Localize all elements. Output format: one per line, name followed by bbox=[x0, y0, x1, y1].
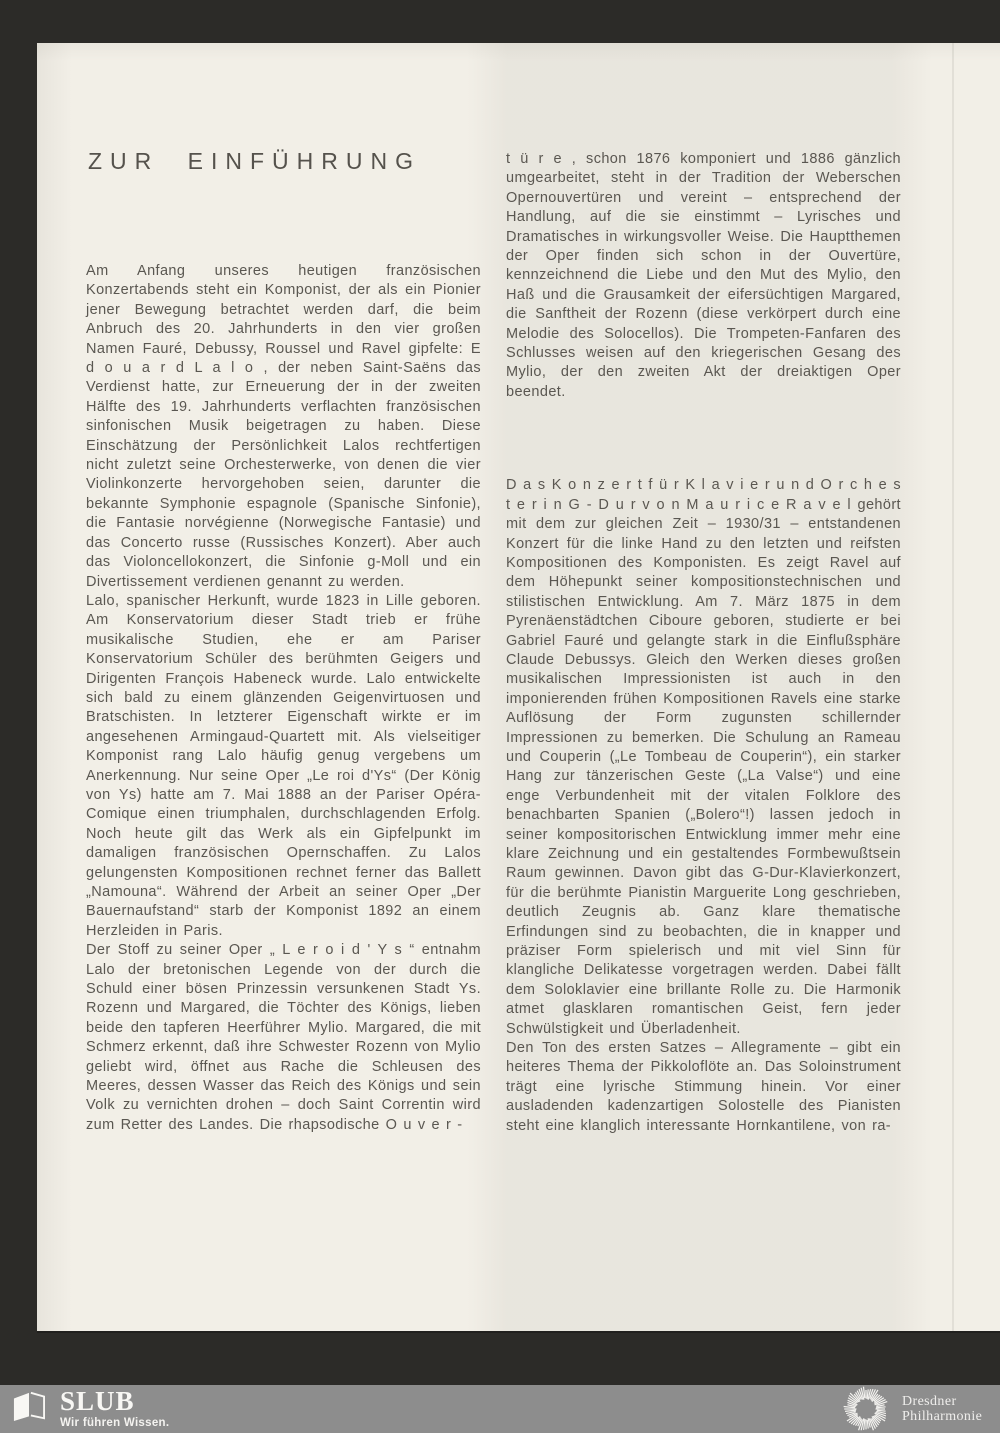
scanned-page bbox=[37, 43, 1000, 1331]
page-fold-line bbox=[952, 43, 954, 1331]
philharmonie-line1: Dresdner bbox=[902, 1393, 957, 1409]
slub-tagline: Wir führen Wissen. bbox=[60, 1417, 170, 1429]
paragraph: D a s K o n z e r t f ü r K l a v i e r u n d O r c h e s t e r i n G - D u r v o n M a u r i c e R a v e l gehört mit dem zur gleichen Zeit – 1930/31 – entstandenen Konzert für die linke Hand zu den letzten und reifsten Kompositionen des Komponisten. Es zeigt Ravel auf dem Höhepunkt seiner kompositionstechnischen und stilistischen Entwicklung. Am 7. März 1875 in dem Pyrenäenstädtchen Ciboure geboren, studierte er bei Gabriel Fauré und gelangte stark in die Einflußsphäre Claude Debussys. Gleich den Werken dieses großen musikalischen Impressionisten ist auch in den imponierenden frühen Kompositionen Ravels eine starke Auflösung der Form zugunsten schillernder Impressionen zu bemerken. Die Schulung an Rameau und Couperin („Le Tombeau de Couperin“), ein starker Hang zur tänzerischen Geste („La Valse“) und eine enge Verbundenheit mit der vitalen Folklore des benachbarten Spanien („Bolero“!) lassen jedoch in seiner kompositorischen Entwicklung immer mehr eine klare Zeichnung und ein gestaltendes Formbewußtsein Raum gewinnen. Davon gibt das G-Dur-Klavierkonzert, für die berühmte Pianistin Marguerite Long geschrieben, deutlich Zeugnis ab. Ganz klare thematische Erfindungen sind zu beobachten, die in knapper und präziser Form spielerisch und mit viel Sinn für klangliche Delikatesse vorgetragen werden. Dabei fällt dem Soloklavier eine brillante Rolle zu. Die Harmonik atmet glasklaren romantischen Geist, fern jeder Schwülstigkeit und Überladenheit. bbox=[506, 477, 901, 1037]
slub-text bbox=[60, 1388, 169, 1429]
page-title: ZUR EINFÜHRUNG bbox=[88, 148, 421, 174]
paragraph: Den Ton des ersten Satzes – Allegramente – gibt ein heiteres Thema der Pikkoloflöte an. Das Soloinstrument trägt eine lyrische Stimmung hinein. Vor einer ausladenden kadenzartigen Solostelle des Pianisten steht eine klanglich interessante Hornkantilene, von ra- bbox=[506, 1040, 901, 1134]
viewer-footer-bar bbox=[0, 1385, 1000, 1433]
slub-name: SLUB bbox=[60, 1386, 135, 1416]
right-column bbox=[506, 150, 901, 1136]
paragraph: t ü r e , schon 1876 komponiert und 1886 gänzlich umgearbeitet, steht in der Tradition der Weberschen Opernouvertüren und vereint – entsprechend der Handlung, auf die sie einstimmt – Lyrisches und Dramatisches in wirkungsvoller Weise. Die Hauptthemen der Oper finden sich schon in der Ouvertüre, kennzeichnend die Liebe und den Mut des Mylio, den Haß und die Grausamkeit der eifersüchtigen Margared, die Sanftheit der Rozenn (diese verkörpert durch eine Melodie des Solocellos). Die Trompeten-Fanfaren des Schlusses weisen auf den kriegerischen Gesang des Mylio, der den zweiten Akt der dreiaktigen Oper beendet. bbox=[506, 151, 901, 400]
dresdner-philharmonie-logo bbox=[843, 1385, 982, 1433]
paragraph: Der Stoff zu seiner Oper „ L e r o i d ' Y s “ entnahm Lalo der bretonischen Legende von der durch die Schuld einer bösen Prinzessin versunkenen Stadt Ys. Rozenn und Margared, die Töchter des Königs, lieben beide den tapferen Heerführer Mylio. Margared, die mit Schmerz erkennt, daß ihre Schwester Rozenn von Mylio geliebt wird, öffnet aus Rache die Schleusen des Meeres, dessen Wasser das Reich des Königs und sein Volk zu vernichten drohen – doch Saint Correntin wird zum Retter des Landes. Die rhapsodische O u v e r - bbox=[86, 942, 481, 1133]
paragraph: Lalo, spanischer Herkunft, wurde 1823 in Lille geboren. Am Konservatorium dieser Stadt trieb er frühe musikalische Studien, ehe er am Pariser Konservatorium Schüler des berühmten Geigers und Dirigenten François Habeneck wurde. Lalo entwickelte sich bald zu einem glänzenden Geigenvirtuosen und Bratschisten. In letzterer Eigenschaft wirkte er im angesehenen Armingaud-Quartett mit. Als vielseitiger Komponist rang Lalo häufig genug vergebens um Anerkennung. Nur seine Oper „Le roi d'Ys“ (Der König von Ys) hatte am 7. Mai 1888 an der Pariser Opéra-Comique einen triumphalen, durchschlagenden Erfolg. Noch heute gilt das Werk als ein Gipfelpunkt im damaligen französischen Opernschaffen. Zu Lalos gelungensten Kompositionen rechnet ferner das Ballett „Namouna“. Während der Arbeit an seiner Oper „Der Bauernaufstand“ starb der Komponist 1892 an einem Herzleiden in Paris. bbox=[86, 592, 481, 939]
philharmonie-line2: Philharmonie bbox=[902, 1409, 983, 1424]
left-column bbox=[86, 262, 481, 1135]
philharmonie-text bbox=[902, 1394, 982, 1425]
sunburst-icon bbox=[843, 1386, 889, 1432]
open-book-icon bbox=[12, 1390, 46, 1422]
paragraph: Am Anfang unseres heutigen französischen Konzertabends steht ein Komponist, der als ein Pionier jener Bewegung betrachtet werden darf, die beim Anbruch des 20. Jahrhunderts in den vier großen Namen Fauré, Debussy, Roussel und Ravel gipfelte: E d o u a r d L a l o , der neben Saint-Saëns das Verdienst hatte, zur Erneuerung der in der zweiten Hälfte des 19. Jahrhunderts verflachten französischen sinfonischen Musik beigetragen zu haben. Diese Einschätzung der Persönlichkeit Lalos rechtfertigen nicht zuletzt seine Orchesterwerke, von denen die vier Violinkonzerte hervorgehoben seien, darunter die bekannte Symphonie espagnole (Spanische Sinfonie), die Fantasie norvégienne (Norwegische Fantasie) und das Concerto russe (Russisches Konzert). Aber auch das Violoncellokonzert, die Sinfonie g-Moll und ein Divertissement verdienen genannt zu werden. bbox=[86, 263, 481, 590]
slub-logo bbox=[12, 1388, 169, 1429]
